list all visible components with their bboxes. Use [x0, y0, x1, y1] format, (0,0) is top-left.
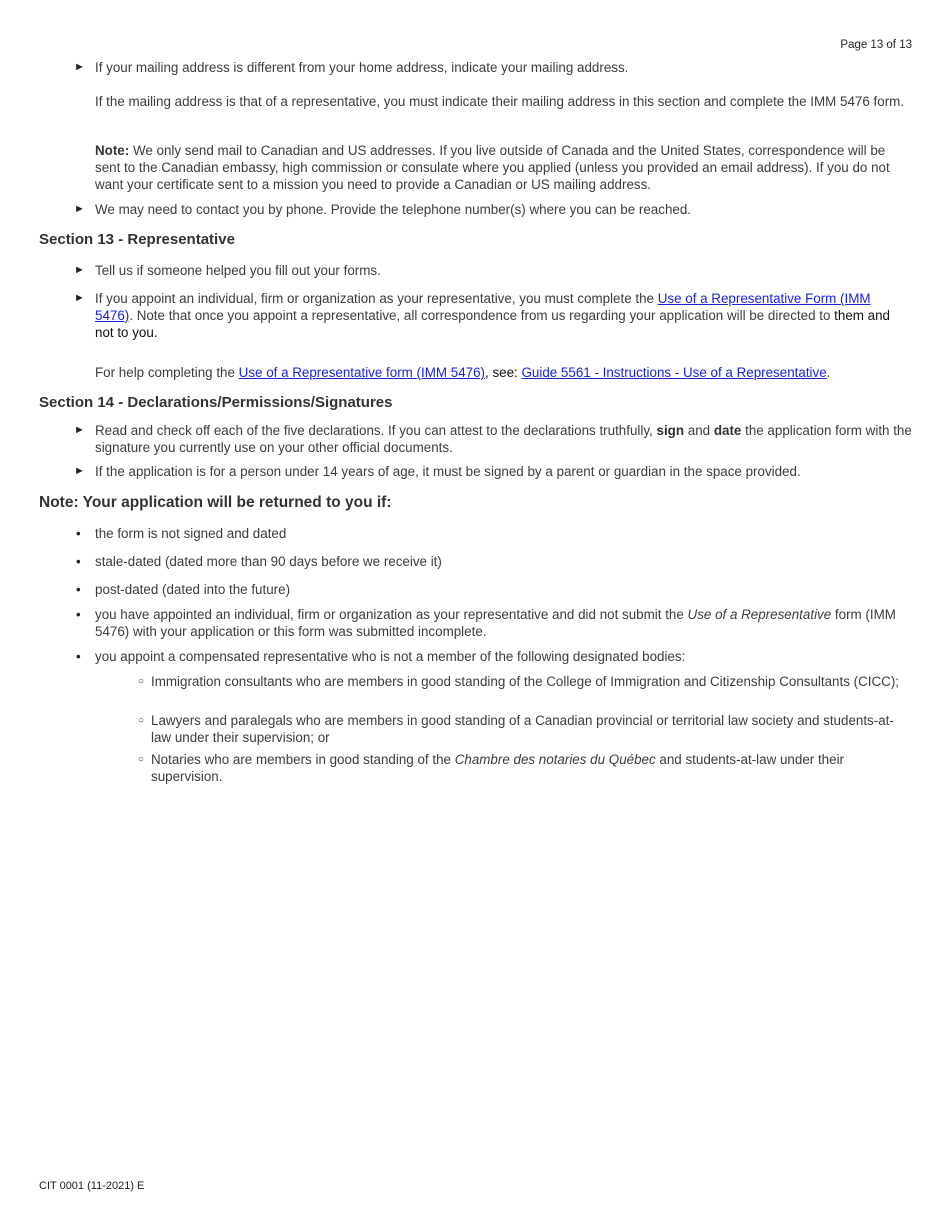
item-text: Use of a Representative — [687, 607, 832, 622]
section-13-item-1: Tell us if someone helped you fill out your forms. — [95, 263, 381, 278]
return-reason-3: post-dated (dated into the future) — [95, 582, 291, 597]
item-text: them and not to you. — [95, 308, 890, 340]
item-text: If you appoint an individual, firm or organization as your representative, you must complete the — [95, 291, 658, 306]
note-heading: Note: Your application will be returned to you if: — [39, 494, 392, 511]
bullet-icon: • — [76, 526, 81, 541]
return-reason-2: stale-dated (dated more than 90 days before we receive it) — [95, 554, 442, 569]
circle-bullet-icon: ○ — [138, 754, 145, 765]
help-text: For help completing the — [95, 365, 239, 380]
arrow-bullet-icon: ► — [74, 424, 85, 436]
list-item — [138, 712, 912, 746]
form-footer-code: CIT 0001 (11-2021) E — [39, 1180, 145, 1192]
designated-body-2: Lawyers and paralegals who are members in good standing of a Canadian provincial or territorial law society and students-at-law under their supervision; or — [151, 713, 894, 745]
section-14-item-2: If the application is for a person under 14 years of age, it must be signed by a parent or guardian in the space provided. — [95, 464, 801, 479]
note-label: Note: — [95, 143, 130, 158]
imm5476-help-link[interactable]: Use of a Representative form (IMM 5476) — [238, 365, 485, 380]
item-text: form (IMM 5476) with your application or this form was submitted incomplete. — [95, 607, 896, 639]
list-item — [74, 463, 912, 480]
designated-body-1: Immigration consultants who are members in good standing of the College of Immigration and Citizenship Consultants (CICC); — [151, 674, 899, 689]
help-text: . — [826, 365, 831, 380]
section-13-heading: Section 13 - Representative — [39, 231, 235, 248]
arrow-bullet-icon: ► — [74, 203, 85, 215]
list-item — [76, 581, 912, 598]
list-item — [138, 751, 912, 785]
circle-bullet-icon: ○ — [138, 715, 145, 726]
section-13-item-2 — [95, 290, 912, 341]
list-item — [74, 201, 912, 218]
list-item — [76, 553, 912, 570]
note-paragraph — [95, 142, 912, 193]
bullet-icon: • — [76, 554, 81, 569]
help-text: , see: — [485, 365, 522, 380]
item-text: Chambre des notaries du Québec — [454, 752, 656, 767]
item-text: date — [713, 423, 742, 438]
item-text: Read and check off each of the five declarations. If you can attest to the declarations truthfully, — [95, 423, 657, 438]
return-reason-4 — [95, 606, 912, 640]
circle-bullet-icon: ○ — [138, 676, 145, 687]
arrow-bullet-icon: ► — [74, 465, 85, 477]
return-reason-5: you appoint a compensated representative who is not a member of the following designated bodies: — [95, 649, 686, 664]
section-14-heading: Section 14 - Declarations/Permissions/Signatures — [39, 394, 393, 411]
arrow-bullet-icon: ► — [74, 61, 85, 73]
designated-body-3 — [151, 751, 912, 785]
list-item — [138, 673, 912, 690]
bullet-icon: • — [76, 649, 81, 664]
item-text: Notaries who are members in good standing of the — [151, 752, 455, 767]
mailing-address-text: If your mailing address is different from your home address, indicate your mailing address. — [95, 60, 629, 75]
item-text: you have appointed an individual, firm or organization as your representative and did not submit the — [95, 607, 688, 622]
item-text: and students-at-law under their supervision. — [151, 752, 845, 784]
phone-text: We may need to contact you by phone. Provide the telephone number(s) where you can be reached. — [95, 202, 692, 217]
list-item — [74, 59, 912, 76]
list-item — [74, 290, 912, 341]
return-reason-1: the form is not signed and dated — [95, 526, 287, 541]
bullet-icon: • — [76, 582, 81, 597]
arrow-bullet-icon: ► — [74, 292, 85, 304]
item-text: and — [684, 423, 714, 438]
list-item — [76, 525, 912, 542]
item-text: sign — [656, 423, 685, 438]
arrow-bullet-icon: ► — [74, 264, 85, 276]
list-item — [76, 606, 912, 640]
note-text: We only send mail to Canadian and US addresses. If you live outside of Canada and the United States, correspondence will be sent to the Canadian embassy, high commission or consulate where you applied (unless you provided an email address). If you do not want your certificate sent to a mission you need to provide a Canadian or US mailing address. — [95, 143, 890, 192]
bullet-icon: • — [76, 607, 81, 622]
list-item — [74, 422, 912, 456]
mailing-rep-text: If the mailing address is that of a representative, you must indicate their mailing address in this section and complete the IMM 5476 form. — [95, 94, 905, 109]
item-text: . Note that once you appoint a representative, all correspondence from us regarding your application will be directed to — [129, 308, 835, 323]
item-text: the application form with the signature you currently use on your other official documents. — [95, 423, 912, 455]
section-14-item-1 — [95, 422, 912, 456]
list-item — [76, 648, 912, 665]
guide-5561-link[interactable]: Guide 5561 - Instructions - Use of a Representative — [521, 365, 827, 380]
help-paragraph — [95, 364, 912, 381]
list-item — [74, 262, 912, 279]
page-number: Page 13 of 13 — [840, 39, 912, 51]
imm5476-form-link[interactable]: Use of a Representative Form (IMM 5476) — [95, 291, 871, 323]
